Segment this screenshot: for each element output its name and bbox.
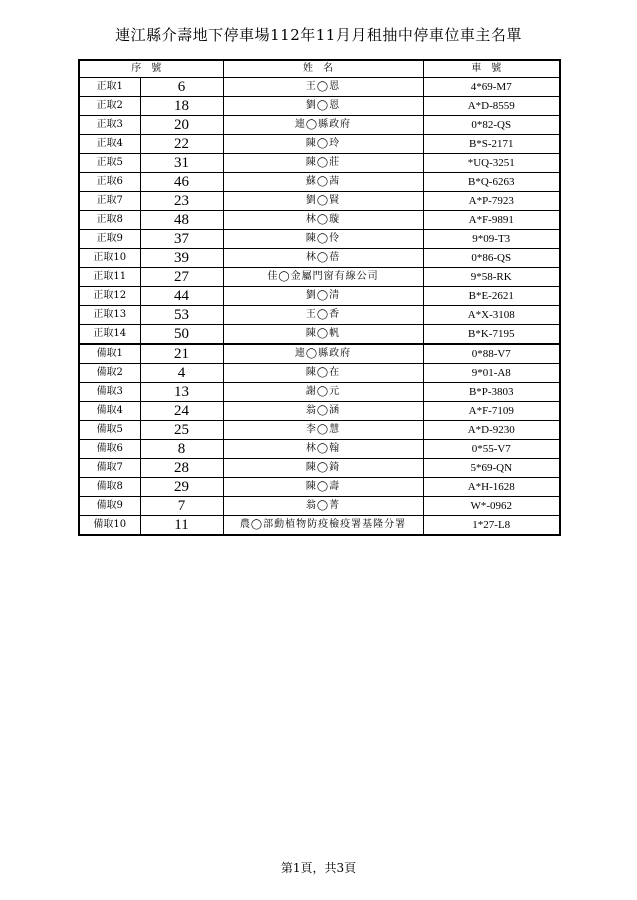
name-cell: 陳◯壽 bbox=[223, 478, 423, 497]
number-cell: 18 bbox=[140, 97, 223, 116]
order-cell: 備取1 bbox=[79, 344, 140, 364]
plate-cell: B*K-7195 bbox=[423, 325, 560, 345]
name-cell: 陳◯莊 bbox=[223, 154, 423, 173]
name-cell: 翁◯菁 bbox=[223, 497, 423, 516]
table-row bbox=[79, 459, 560, 478]
table-row bbox=[79, 516, 560, 536]
table-row bbox=[79, 154, 560, 173]
name-cell: 翁◯涵 bbox=[223, 402, 423, 421]
number-cell: 44 bbox=[140, 287, 223, 306]
order-cell: 正取7 bbox=[79, 192, 140, 211]
number-cell: 8 bbox=[140, 440, 223, 459]
order-cell: 正取2 bbox=[79, 97, 140, 116]
table-row bbox=[79, 306, 560, 325]
table-row bbox=[79, 211, 560, 230]
order-cell: 正取6 bbox=[79, 173, 140, 192]
plate-cell: 9*58-RK bbox=[423, 268, 560, 287]
plate-cell: B*E-2621 bbox=[423, 287, 560, 306]
number-cell: 50 bbox=[140, 325, 223, 345]
number-cell: 24 bbox=[140, 402, 223, 421]
winners-table bbox=[78, 59, 561, 536]
number-cell: 4 bbox=[140, 364, 223, 383]
name-cell: 農◯部動植物防疫檢疫署基隆分署 bbox=[223, 516, 423, 536]
name-cell: 劉◯賢 bbox=[223, 192, 423, 211]
order-cell: 備取8 bbox=[79, 478, 140, 497]
order-cell: 備取5 bbox=[79, 421, 140, 440]
number-cell: 21 bbox=[140, 344, 223, 364]
number-cell: 48 bbox=[140, 211, 223, 230]
table-row bbox=[79, 344, 560, 364]
table-row bbox=[79, 249, 560, 268]
name-cell: 蘇◯茜 bbox=[223, 173, 423, 192]
number-cell: 23 bbox=[140, 192, 223, 211]
header-row bbox=[79, 60, 560, 78]
plate-cell: 9*09-T3 bbox=[423, 230, 560, 249]
number-cell: 6 bbox=[140, 78, 223, 97]
number-cell: 13 bbox=[140, 383, 223, 402]
order-cell: 正取10 bbox=[79, 249, 140, 268]
plate-cell: *UQ-3251 bbox=[423, 154, 560, 173]
number-cell: 11 bbox=[140, 516, 223, 536]
table-row bbox=[79, 173, 560, 192]
name-cell: 連◯縣政府 bbox=[223, 344, 423, 364]
name-cell: 劉◯恩 bbox=[223, 97, 423, 116]
order-cell: 備取7 bbox=[79, 459, 140, 478]
plate-cell: 5*69-QN bbox=[423, 459, 560, 478]
name-cell: 林◯翰 bbox=[223, 440, 423, 459]
plate-cell: 0*86-QS bbox=[423, 249, 560, 268]
table-row bbox=[79, 192, 560, 211]
plate-cell: 9*01-A8 bbox=[423, 364, 560, 383]
table-row bbox=[79, 325, 560, 345]
order-cell: 正取3 bbox=[79, 116, 140, 135]
number-cell: 31 bbox=[140, 154, 223, 173]
table-row bbox=[79, 497, 560, 516]
table-row bbox=[79, 268, 560, 287]
plate-cell: A*D-8559 bbox=[423, 97, 560, 116]
number-cell: 27 bbox=[140, 268, 223, 287]
order-cell: 正取13 bbox=[79, 306, 140, 325]
order-cell: 正取12 bbox=[79, 287, 140, 306]
name-cell: 陳◯錡 bbox=[223, 459, 423, 478]
plate-cell: 0*88-V7 bbox=[423, 344, 560, 364]
table-row bbox=[79, 116, 560, 135]
header-plate: 車號 bbox=[423, 60, 560, 78]
number-cell: 22 bbox=[140, 135, 223, 154]
number-cell: 37 bbox=[140, 230, 223, 249]
name-cell: 謝◯元 bbox=[223, 383, 423, 402]
name-cell: 陳◯玲 bbox=[223, 135, 423, 154]
number-cell: 39 bbox=[140, 249, 223, 268]
plate-cell: B*Q-6263 bbox=[423, 173, 560, 192]
table-row bbox=[79, 440, 560, 459]
order-cell: 正取11 bbox=[79, 268, 140, 287]
table-row bbox=[79, 97, 560, 116]
plate-cell: A*F-9891 bbox=[423, 211, 560, 230]
table-body bbox=[79, 78, 560, 536]
name-cell: 王◯香 bbox=[223, 306, 423, 325]
order-cell: 備取10 bbox=[79, 516, 140, 536]
plate-cell: A*H-1628 bbox=[423, 478, 560, 497]
number-cell: 53 bbox=[140, 306, 223, 325]
header-name: 姓名 bbox=[223, 60, 423, 78]
number-cell: 7 bbox=[140, 497, 223, 516]
plate-cell: A*X-3108 bbox=[423, 306, 560, 325]
name-cell: 陳◯伶 bbox=[223, 230, 423, 249]
plate-cell: 0*82-QS bbox=[423, 116, 560, 135]
order-cell: 備取4 bbox=[79, 402, 140, 421]
name-cell: 佳◯金屬門窗有線公司 bbox=[223, 268, 423, 287]
table-row bbox=[79, 230, 560, 249]
plate-cell: B*S-2171 bbox=[423, 135, 560, 154]
order-cell: 備取6 bbox=[79, 440, 140, 459]
table-header bbox=[79, 60, 560, 78]
number-cell: 20 bbox=[140, 116, 223, 135]
plate-cell: 4*69-M7 bbox=[423, 78, 560, 97]
order-cell: 備取9 bbox=[79, 497, 140, 516]
order-cell: 正取1 bbox=[79, 78, 140, 97]
order-cell: 正取4 bbox=[79, 135, 140, 154]
name-cell: 林◯蓓 bbox=[223, 249, 423, 268]
order-cell: 正取14 bbox=[79, 325, 140, 345]
page-title: 連江縣介壽地下停車場112年11月月租抽中停車位車主名單 bbox=[115, 26, 522, 44]
table-row bbox=[79, 287, 560, 306]
name-cell: 陳◯帆 bbox=[223, 325, 423, 345]
name-cell: 王◯恩 bbox=[223, 78, 423, 97]
table-row bbox=[79, 421, 560, 440]
number-cell: 25 bbox=[140, 421, 223, 440]
table-row bbox=[79, 478, 560, 497]
name-cell: 連◯縣政府 bbox=[223, 116, 423, 135]
number-cell: 28 bbox=[140, 459, 223, 478]
number-cell: 29 bbox=[140, 478, 223, 497]
table-row bbox=[79, 402, 560, 421]
table-row bbox=[79, 135, 560, 154]
name-cell: 林◯璇 bbox=[223, 211, 423, 230]
plate-cell: A*D-9230 bbox=[423, 421, 560, 440]
order-cell: 備取3 bbox=[79, 383, 140, 402]
order-cell: 正取9 bbox=[79, 230, 140, 249]
plate-cell: 1*27-L8 bbox=[423, 516, 560, 536]
table-row bbox=[79, 383, 560, 402]
order-cell: 正取5 bbox=[79, 154, 140, 173]
plate-cell: 0*55-V7 bbox=[423, 440, 560, 459]
name-cell: 陳◯在 bbox=[223, 364, 423, 383]
page-footer: 第1頁，共3頁 bbox=[280, 861, 357, 875]
name-cell: 李◯慧 bbox=[223, 421, 423, 440]
name-cell: 劉◯清 bbox=[223, 287, 423, 306]
table-row bbox=[79, 78, 560, 97]
plate-cell: W*-0962 bbox=[423, 497, 560, 516]
plate-cell: B*P-3803 bbox=[423, 383, 560, 402]
header-order: 序號 bbox=[79, 60, 223, 78]
plate-cell: A*P-7923 bbox=[423, 192, 560, 211]
order-cell: 正取8 bbox=[79, 211, 140, 230]
order-cell: 備取2 bbox=[79, 364, 140, 383]
number-cell: 46 bbox=[140, 173, 223, 192]
table-row bbox=[79, 364, 560, 383]
plate-cell: A*F-7109 bbox=[423, 402, 560, 421]
